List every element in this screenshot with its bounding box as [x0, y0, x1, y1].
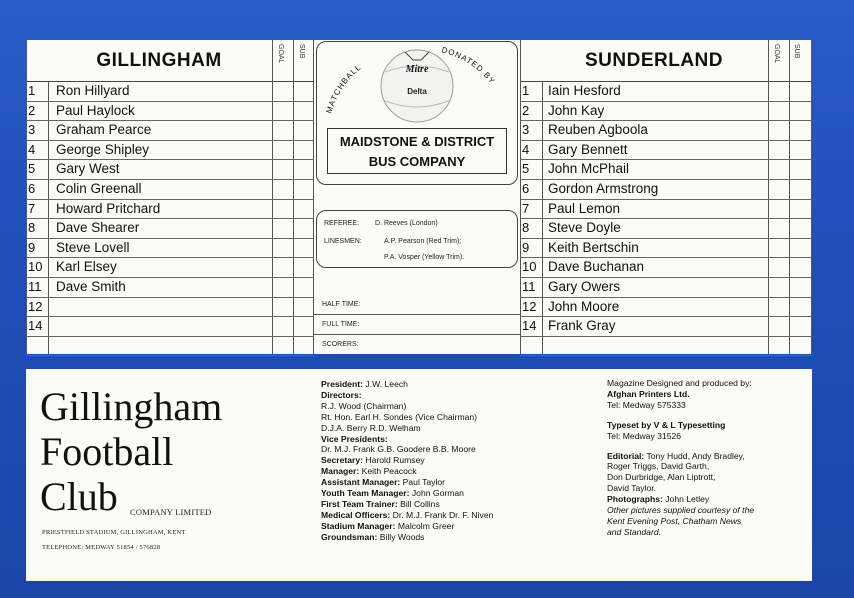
away-goal-column-label: GOAL	[773, 44, 780, 64]
player-number: 10	[522, 259, 537, 275]
player-name: Howard Pritchard	[56, 200, 161, 216]
player-number: 5	[522, 161, 530, 177]
table-row	[520, 200, 812, 220]
linesman-2: P.A. Vosper (Yellow Trim).	[384, 254, 465, 261]
table-row	[520, 141, 812, 161]
away-team-table	[520, 40, 812, 354]
player-number: 14	[28, 318, 43, 334]
player-name: Reuben Agboola	[548, 122, 648, 138]
player-name: Steve Lovell	[56, 239, 130, 255]
table-row	[520, 121, 812, 141]
table-row	[26, 141, 314, 161]
table-row	[26, 180, 314, 200]
table-row	[520, 82, 812, 102]
player-name: Colin Greenall	[56, 181, 142, 196]
other-pictures-line: Kent Evening Post, Chatham News	[607, 515, 742, 526]
player-name: Keith Bertschin	[548, 239, 639, 255]
player-name: Karl Elsey	[56, 259, 117, 275]
player-number: 12	[522, 298, 537, 314]
player-number: 7	[522, 200, 530, 216]
printer-telephone: Tel: Medway 575333	[607, 399, 686, 410]
full-time-label: FULL TIME:	[322, 321, 360, 328]
matchball-arc-text: MATCHBALL	[324, 62, 364, 115]
divider	[314, 314, 520, 315]
ball-model: Delta	[407, 87, 427, 96]
table-row	[26, 102, 314, 122]
matchball-box	[316, 41, 518, 185]
player-number: 11	[522, 279, 536, 294]
matchball-graphic	[317, 42, 517, 128]
officer-line: Dr. M.J. Frank G.B. Goodere B.B. Moore	[321, 444, 476, 455]
credits-column	[607, 378, 754, 538]
club-logo-line-2: Football	[40, 429, 174, 474]
officials-box	[316, 210, 518, 268]
donated-by-arc-text: DONATED BY	[440, 45, 498, 87]
club-telephone: TELEPHONE: MEDWAY 51854 / 576828	[42, 544, 161, 551]
player-name: Dave Shearer	[56, 220, 140, 236]
player-name: Ron Hillyard	[56, 83, 130, 98]
typeset-by: Typeset by V & L Typesetting	[607, 419, 726, 430]
player-number: 2	[522, 102, 530, 118]
player-name: John McPhail	[548, 161, 630, 177]
player-name: Gary Owers	[548, 279, 621, 294]
officer-line: Groundsman: Billy Woods	[321, 531, 425, 542]
home-team-name: GILLINGHAM	[96, 50, 222, 71]
table-row	[26, 317, 314, 337]
table-row	[26, 121, 314, 141]
player-name: Dave Smith	[56, 279, 126, 294]
officer-line: Directors:	[321, 389, 362, 400]
sponsor-line-1: MAIDSTONE & DISTRICT	[339, 134, 495, 149]
player-number: 3	[522, 122, 530, 138]
divider	[314, 334, 520, 335]
linesmen-label: LINESMEN:	[324, 238, 362, 245]
photographs-line: Photographs: John Letley	[607, 494, 710, 505]
sponsor-box	[327, 128, 507, 174]
officer-line: Stadium Manager: Malcolm Greer	[321, 520, 455, 531]
player-name: Frank Gray	[548, 318, 616, 334]
player-number: 8	[522, 220, 530, 236]
sponsor-line-2: BUS COMPANY	[368, 154, 466, 169]
table-row	[26, 258, 314, 278]
table-row	[26, 160, 314, 180]
centre-section	[314, 40, 520, 354]
table-row	[520, 160, 812, 180]
table-row	[520, 337, 812, 357]
player-number: 12	[28, 298, 43, 314]
home-team-table	[26, 40, 314, 354]
scorers-label: SCORERS:	[322, 341, 359, 348]
player-name: John Kay	[548, 102, 605, 118]
player-number: 4	[522, 141, 530, 157]
player-name: Gordon Armstrong	[548, 181, 659, 196]
table-row	[520, 298, 812, 318]
referee-label: REFEREE:	[324, 220, 360, 227]
officer-line: Assistant Manager: Paul Taylor	[321, 477, 446, 488]
player-number: 7	[28, 200, 36, 216]
company-limited: COMPANY LIMITED	[130, 507, 212, 517]
player-number: 9	[28, 239, 36, 255]
player-name: George Shipley	[56, 141, 150, 157]
player-number: 11	[28, 279, 42, 294]
player-name: Graham Pearce	[56, 122, 152, 138]
club-info-panel	[26, 369, 812, 581]
table-row	[26, 298, 314, 318]
player-number: 1	[522, 83, 530, 98]
club-address: PRIESTFIELD STADIUM, GILLINGHAM, KENT	[42, 529, 186, 536]
player-number: 6	[28, 181, 36, 196]
officer-line: Vice Presidents:	[321, 433, 388, 444]
home-goal-column-label: GOAL	[277, 44, 284, 64]
player-name: John Moore	[548, 298, 620, 314]
player-name: Paul Lemon	[548, 200, 621, 216]
table-row	[520, 258, 812, 278]
ball-brand: Mitre	[405, 64, 429, 75]
team-sheet	[26, 40, 812, 354]
officer-line: Youth Team Manager: John Gorman	[321, 488, 464, 499]
football-icon	[381, 50, 453, 122]
editorial-line: Roger Triggs, David Garth,	[607, 461, 710, 472]
table-row	[26, 337, 314, 357]
player-number: 8	[28, 220, 36, 236]
other-pictures-line: and Standard.	[607, 526, 661, 537]
player-number: 1	[28, 83, 36, 98]
table-row	[520, 180, 812, 200]
table-row	[520, 239, 812, 259]
officer-line: President: J.W. Leech	[321, 379, 408, 389]
editorial-line: Don Durbridge, Alan Liptrott,	[607, 472, 716, 483]
table-row	[26, 278, 314, 298]
referee-name: D. Reeves (London)	[375, 220, 438, 227]
player-number: 6	[522, 181, 530, 196]
club-officers-list	[321, 379, 493, 543]
player-number: 4	[28, 141, 36, 157]
typeset-telephone: Tel: Medway 31526	[607, 430, 682, 441]
home-sub-column-label: SUB	[298, 44, 305, 59]
player-number: 14	[522, 318, 537, 334]
table-row	[520, 278, 812, 298]
player-name: Dave Buchanan	[548, 259, 645, 275]
player-name: Steve Doyle	[548, 220, 621, 236]
designed-by: Magazine Designed and produced by:	[607, 378, 752, 388]
officer-line: R.J. Wood (Chairman)	[321, 400, 407, 411]
player-name: Gary Bennett	[548, 141, 628, 157]
player-number: 3	[28, 122, 36, 138]
club-logo-line-1: Gillingham	[40, 384, 223, 429]
player-number: 2	[28, 102, 36, 118]
editorial-line: David Taylor.	[607, 483, 657, 494]
player-name: Gary West	[56, 161, 120, 177]
half-time-label: HALF TIME:	[322, 301, 361, 308]
officer-line: Rt. Hon. Earl H. Sondes (Vice Chairman)	[321, 411, 478, 422]
table-row	[26, 219, 314, 239]
table-row	[26, 82, 314, 102]
table-row	[26, 200, 314, 220]
away-team-name: SUNDERLAND	[585, 50, 723, 71]
club-logo-line-3: Club	[40, 474, 118, 519]
player-name: Paul Haylock	[56, 102, 135, 118]
player-name: Iain Hesford	[548, 83, 621, 98]
officer-line: D.J.A. Berry R.D. Welham	[321, 422, 421, 433]
linesman-1: A.P. Pearson (Red Trim);	[384, 238, 462, 245]
player-number: 10	[28, 259, 43, 275]
officer-line: Manager: Keith Peacock	[321, 466, 417, 477]
player-number: 5	[28, 161, 36, 177]
away-sub-column-label: SUB	[793, 44, 800, 59]
officer-line: Secretary: Harold Rumsey	[321, 455, 425, 466]
printer-name: Afghan Printers Ltd.	[607, 388, 690, 399]
officer-line: Medical Officers: Dr. M.J. Frank Dr. F. Niven	[321, 509, 494, 520]
player-number: 9	[522, 239, 530, 255]
table-row	[26, 239, 314, 259]
table-row	[520, 102, 812, 122]
other-pictures-line: Other pictures supplied courtesy of the	[607, 505, 755, 516]
table-row	[520, 219, 812, 239]
editorial-line: Editorial: Tony Hudd, Andy Bradley,	[607, 450, 745, 461]
officer-line: First Team Trainer: Bill Collins	[321, 498, 440, 509]
table-row	[520, 317, 812, 337]
